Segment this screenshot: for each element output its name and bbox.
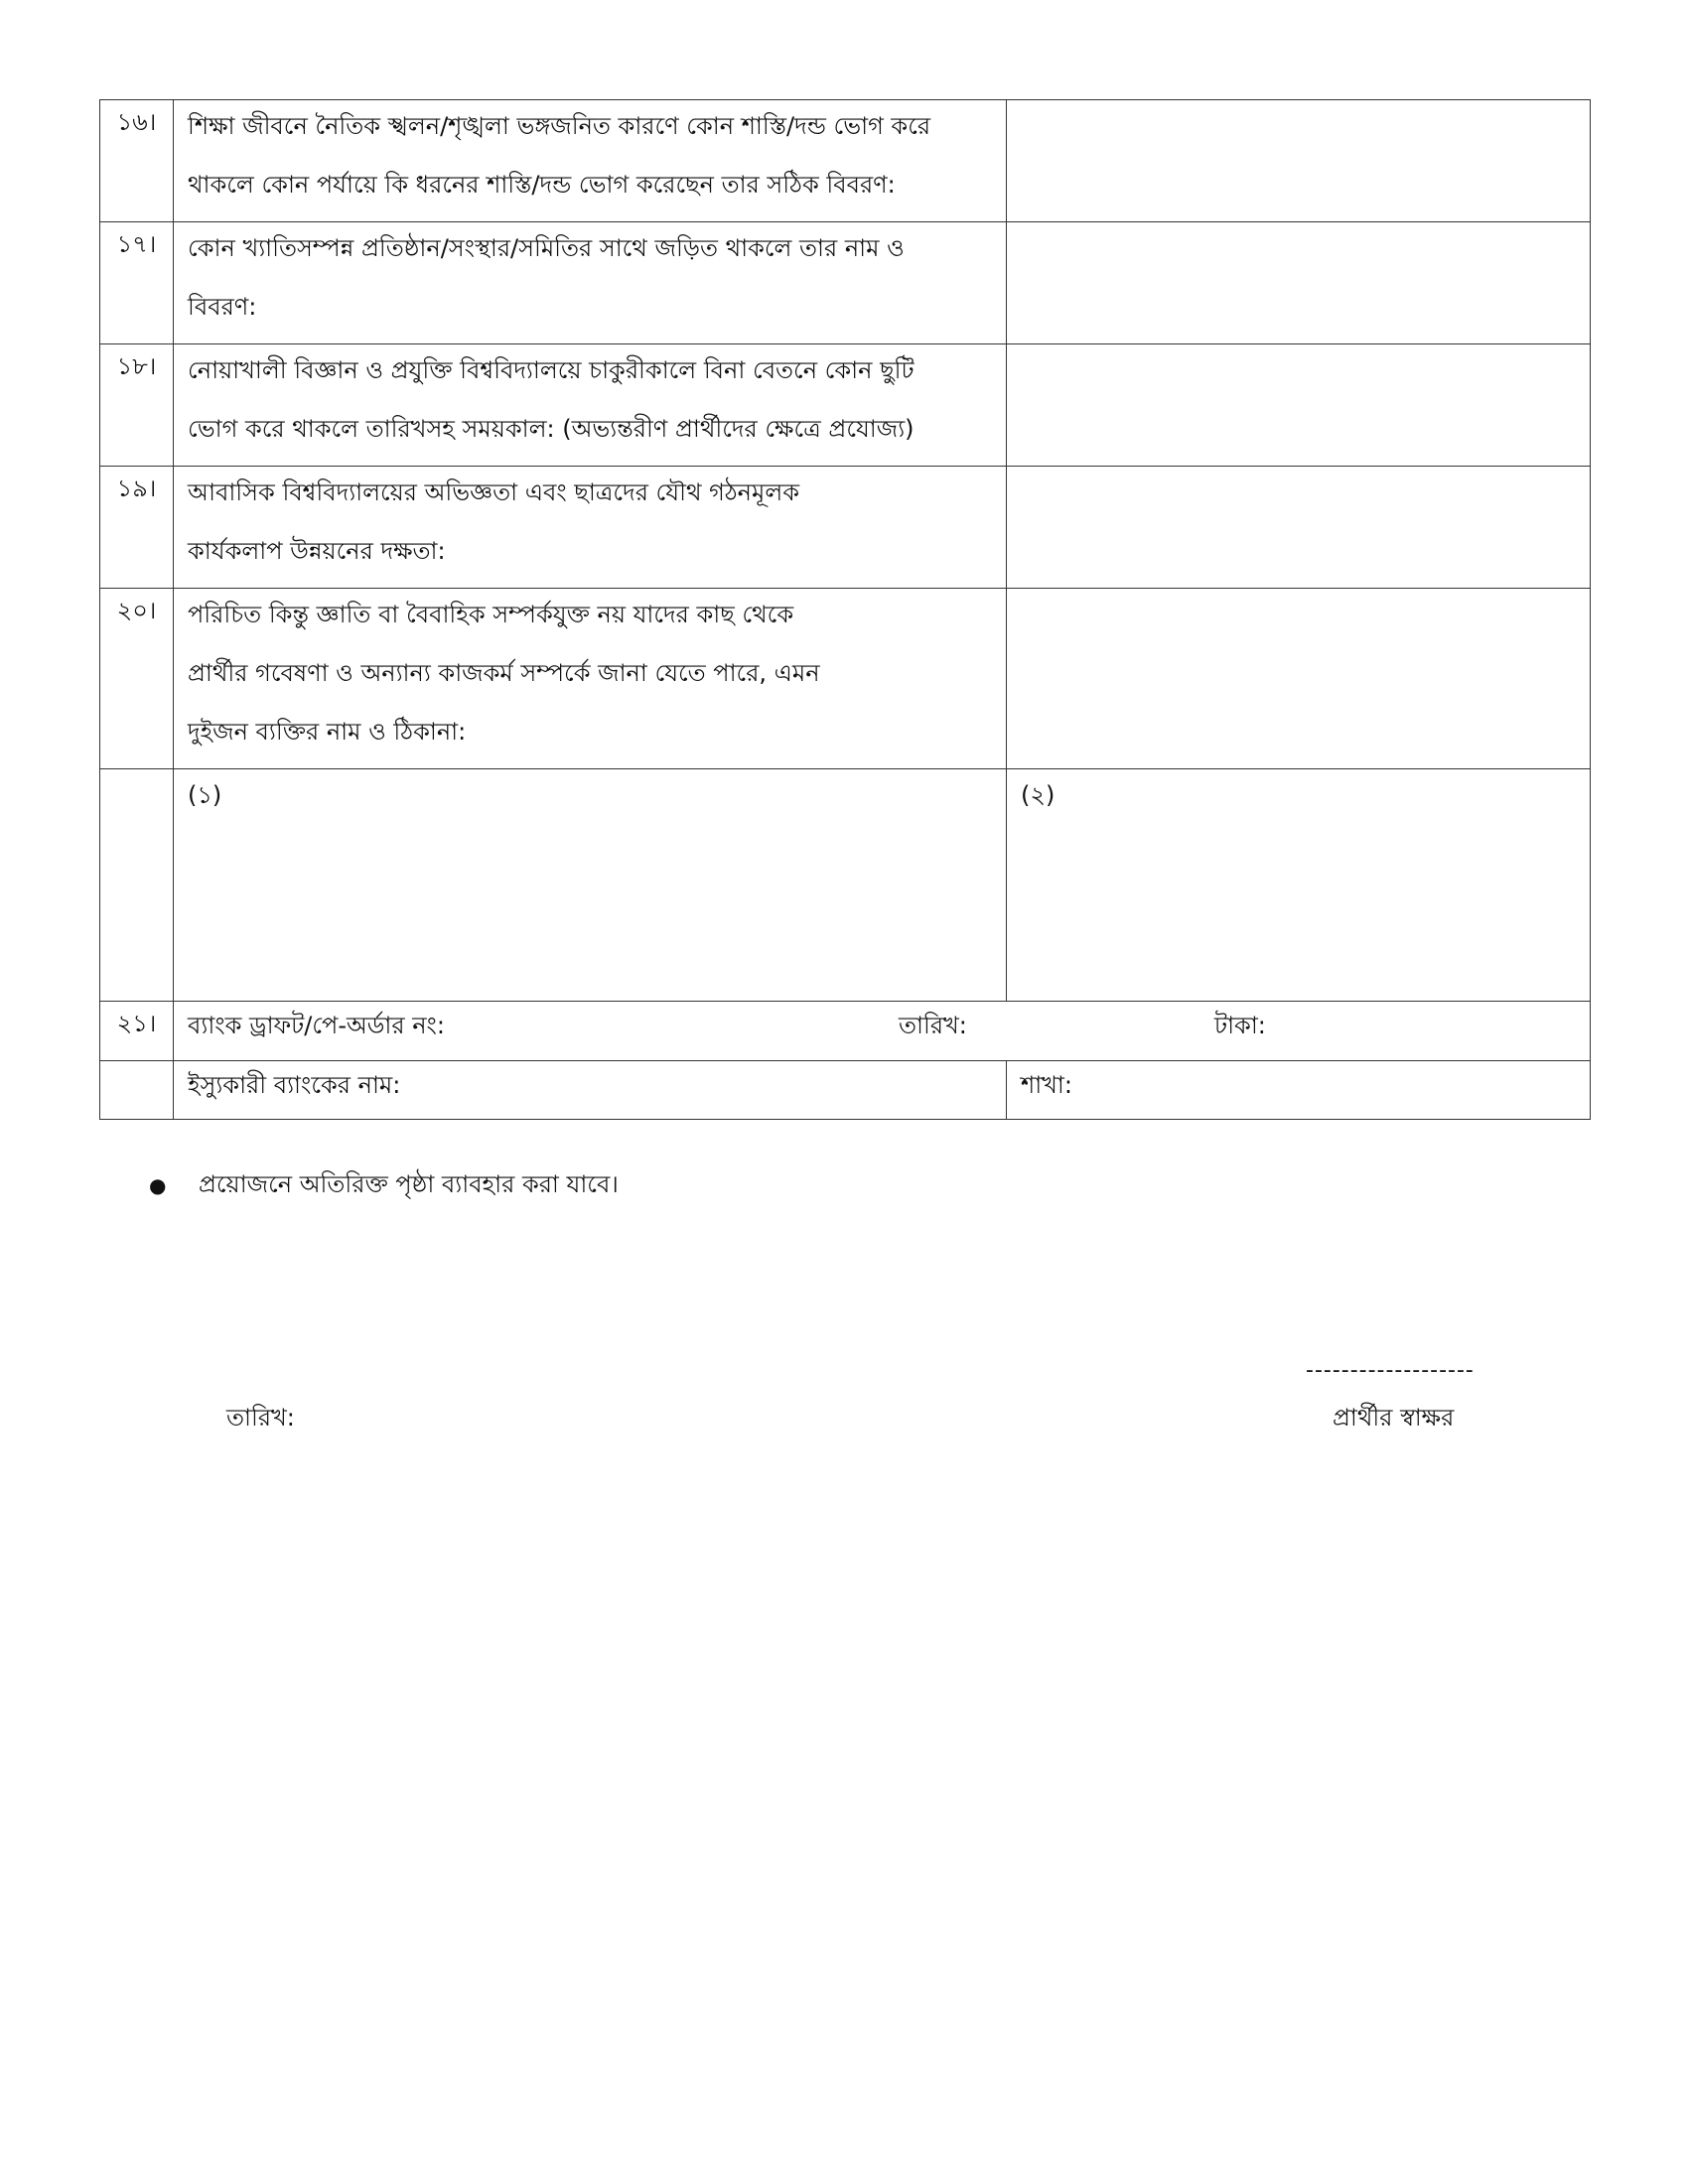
row-number: ২১। bbox=[100, 1002, 174, 1061]
question-line: নোয়াখালী বিজ্ঞান ও প্রযুক্তি বিশ্ববিদ্যালয়ে চাকুরীকালে বিনা বেতনে কোন ছুটি bbox=[188, 356, 914, 384]
reference-2-field[interactable] bbox=[1007, 769, 1591, 1002]
question-line: ভোগ করে থাকলে তারিখসহ সময়কাল: (অভ্যন্তরীণ প্রার্থীদের ক্ষেত্রে প্রযোজ্য) bbox=[188, 415, 914, 443]
question-line: বিবরণ: bbox=[188, 293, 257, 321]
signature-line: ------------------- bbox=[1306, 1358, 1475, 1383]
question-line: কার্যকলাপ উন্নয়নের দক্ষতা: bbox=[188, 537, 446, 565]
row-number: ১৮। bbox=[100, 344, 174, 467]
row-number: ১৬। bbox=[100, 100, 174, 222]
form-row-16 bbox=[100, 100, 1591, 222]
answer-field[interactable] bbox=[1007, 100, 1591, 222]
question-text bbox=[174, 589, 1007, 769]
issuing-bank-field[interactable] bbox=[174, 1061, 1007, 1120]
branch-field[interactable] bbox=[1007, 1061, 1591, 1120]
row-number: ১৭। bbox=[100, 222, 174, 344]
question-text bbox=[174, 344, 1007, 467]
extra-pages-note bbox=[149, 1166, 619, 1206]
note-text: প্রয়োজনে অতিরিক্ত পৃষ্ঠা ব্যাবহার করা যাবে। bbox=[199, 1170, 619, 1198]
question-line: দুইজন ব্যক্তির নাম ও ঠিকানা: bbox=[188, 718, 467, 746]
question-text bbox=[174, 100, 1007, 222]
draft-number-label: ব্যাংক ড্রাফট/পে-অর্ডার নং: bbox=[188, 1012, 445, 1039]
question-text bbox=[174, 222, 1007, 344]
draft-date-label: তারিখ: bbox=[899, 1012, 967, 1039]
answer-field[interactable] bbox=[1007, 467, 1591, 589]
issuing-bank-label: ইস্যুকারী ব্যাংকের নাম: bbox=[188, 1071, 401, 1099]
branch-label: শাখা: bbox=[1021, 1071, 1072, 1099]
reference-1-label: (১) bbox=[188, 781, 222, 809]
form-row-21 bbox=[100, 1002, 1591, 1061]
reference-1-field[interactable] bbox=[174, 769, 1007, 1002]
bank-draft-fields[interactable] bbox=[174, 1002, 1591, 1061]
signature-label: প্রার্থীর স্বাক্ষর bbox=[1333, 1404, 1455, 1432]
empty-number-cell bbox=[100, 769, 174, 1002]
form-row-17 bbox=[100, 222, 1591, 344]
amount-label: টাকা: bbox=[1214, 1012, 1266, 1039]
question-line: পরিচিত কিন্তু জ্ঞাতি বা বৈবাহিক সম্পর্কযুক্ত নয় যাদের কাছ থেকে bbox=[188, 601, 794, 628]
row-number: ২০। bbox=[100, 589, 174, 769]
question-line: শিক্ষা জীবনে নৈতিক স্খলন/শৃঙ্খলা ভঙ্গজনিত কারণে কোন শাস্তি/দন্ড ভোগ করে bbox=[188, 112, 931, 140]
footer-date-label: তারিখ: bbox=[226, 1404, 295, 1432]
answer-field[interactable] bbox=[1007, 589, 1591, 769]
answer-field[interactable] bbox=[1007, 222, 1591, 344]
question-line: কোন খ্যাতিসম্পন্ন প্রতিষ্ঠান/সংস্থার/সমিতির সাথে জড়িত থাকলে তার নাম ও bbox=[188, 234, 905, 262]
bullet-icon: ● bbox=[149, 1173, 167, 1197]
answer-field[interactable] bbox=[1007, 344, 1591, 467]
row-number: ১৯। bbox=[100, 467, 174, 589]
form-row-18 bbox=[100, 344, 1591, 467]
question-line: আবাসিক বিশ্ববিদ্যালয়ের অভিজ্ঞতা এবং ছাত্রদের যৌথ গঠনমূলক bbox=[188, 478, 800, 506]
question-text bbox=[174, 467, 1007, 589]
question-line: প্রার্থীর গবেষণা ও অন্যান্য কাজকর্ম সম্পর্কে জানা যেতে পারে, এমন bbox=[188, 659, 820, 687]
issuing-bank-row bbox=[100, 1061, 1591, 1120]
reference-2-label: (২) bbox=[1021, 781, 1055, 809]
reference-persons-row bbox=[100, 769, 1591, 1002]
form-row-19 bbox=[100, 467, 1591, 589]
application-form-table bbox=[99, 99, 1591, 1120]
empty-number-cell bbox=[100, 1061, 174, 1120]
form-row-20 bbox=[100, 589, 1591, 769]
question-line: থাকলে কোন পর্যায়ে কি ধরনের শাস্তি/দন্ড ভোগ করেছেন তার সঠিক বিবরণ: bbox=[188, 171, 896, 199]
